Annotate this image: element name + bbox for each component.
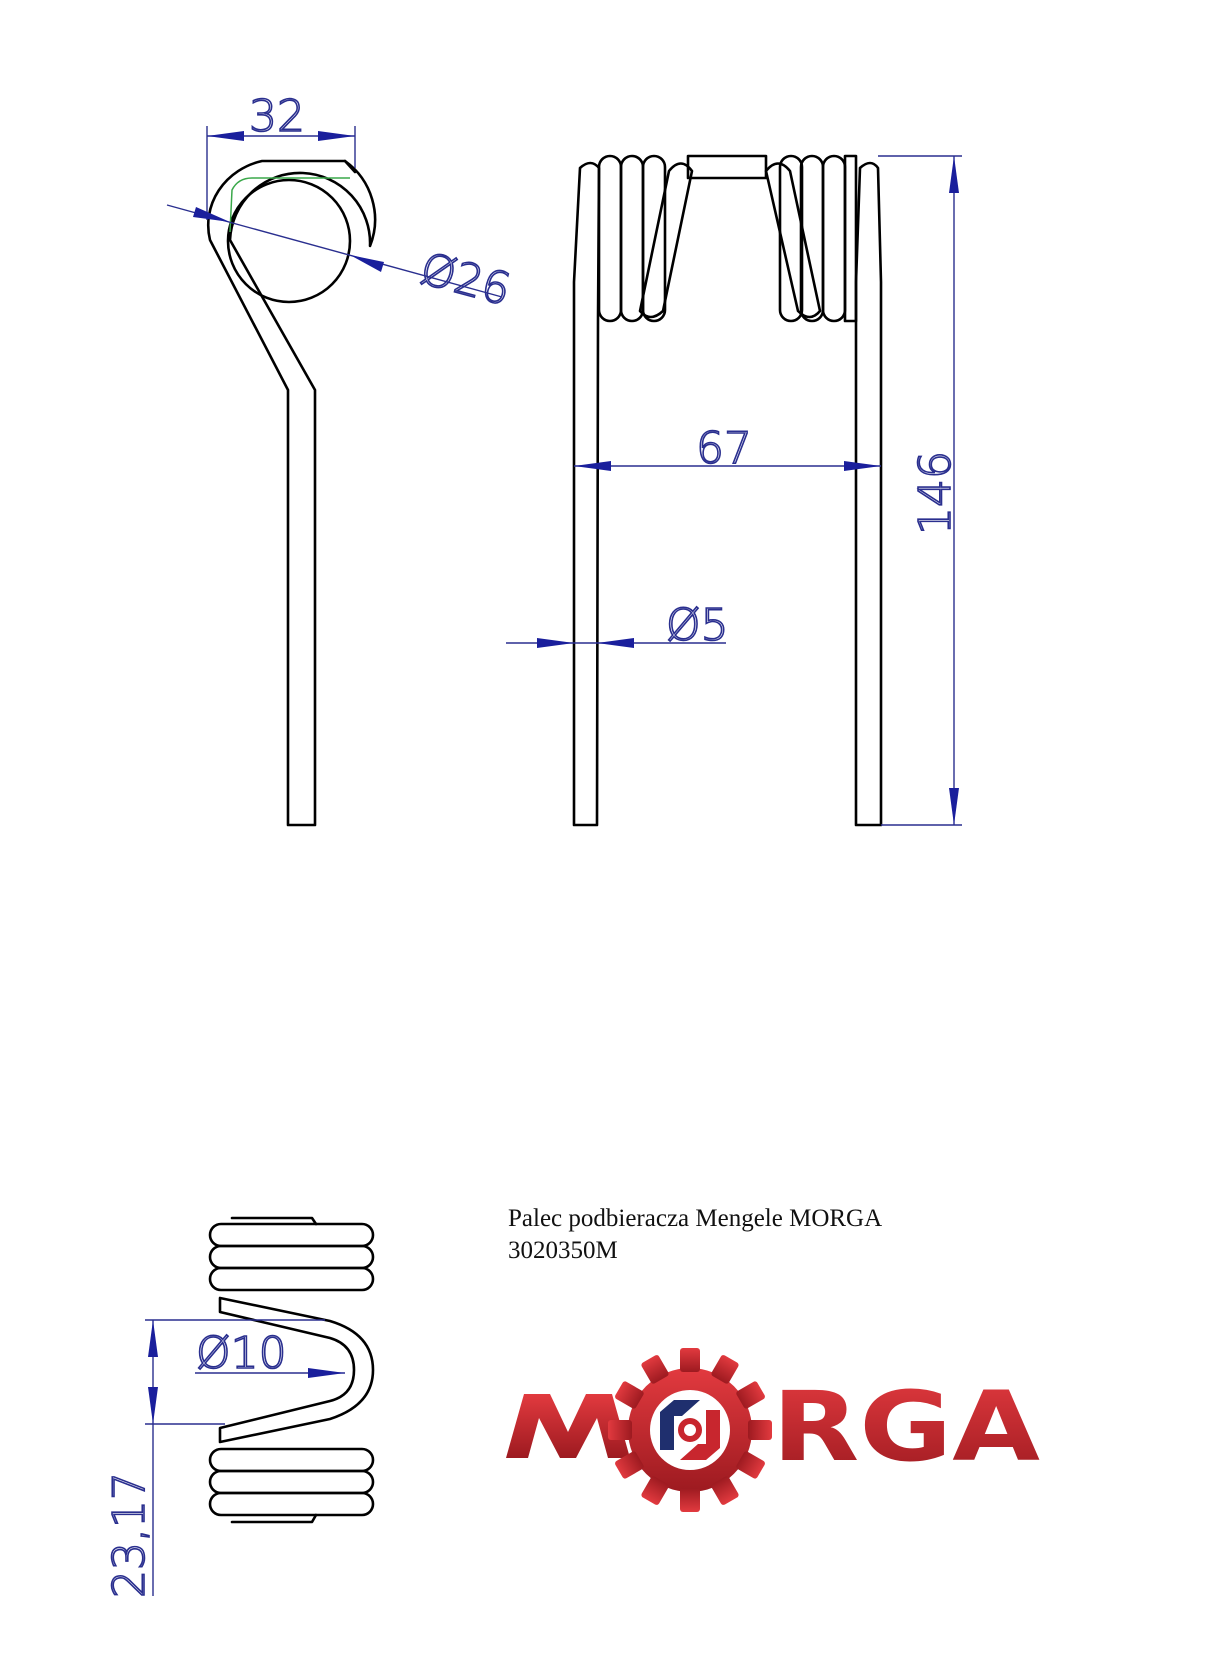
dim-146-arrow-top [949, 156, 959, 193]
dim-26-arrow-right [350, 255, 384, 272]
caption-code: 3020350M [508, 1237, 618, 1264]
dim-2317-arrow-top [148, 1320, 158, 1357]
dim-26-label: Ø26 [415, 243, 516, 317]
logo-letters-rga: RGA [772, 1371, 1040, 1483]
front-left-coil [599, 156, 692, 321]
dim-10-arrow [308, 1368, 345, 1378]
front-bridge [688, 156, 766, 178]
dim-32-arrow-left [207, 131, 244, 141]
caption-title: Palec podbieracza Mengele MORGA [508, 1205, 883, 1232]
side-view-green-mark [230, 178, 350, 232]
dim-5-label: Ø5 [666, 600, 729, 651]
dim-2317-arrow-bottom [148, 1387, 158, 1424]
side-view-coil-outer [208, 161, 375, 825]
dim-5-arrow-right [597, 638, 634, 648]
logo-gear-icon [608, 1348, 772, 1512]
coil-view-turn-4 [210, 1449, 373, 1471]
dim-146-label: 146 [910, 451, 961, 535]
dim-2317-label: 23,17 [104, 1472, 155, 1598]
dim-26-arrow-left [193, 207, 230, 222]
dim-32-arrow-right [318, 131, 355, 141]
dim-10-label: Ø10 [196, 1328, 287, 1379]
coil-view-turn-3 [210, 1268, 373, 1290]
coil-view-turn-5 [210, 1471, 373, 1493]
coil-view-turn-2 [210, 1246, 373, 1268]
front-right-coil [766, 156, 856, 321]
dim-32-label: 32 [249, 91, 305, 142]
coil-view [104, 1218, 373, 1598]
dim-67-arrow-left [574, 461, 611, 471]
coil-view-turn-1 [210, 1224, 373, 1246]
product-caption [508, 1203, 882, 1267]
front-view [506, 156, 962, 825]
front-left-leg [574, 163, 599, 825]
dim-5-arrow-left [537, 638, 574, 648]
side-view [167, 91, 516, 825]
dim-67-label: 67 [696, 423, 752, 474]
coil-view-turn-6 [210, 1493, 373, 1515]
side-view-coil-inner [228, 180, 350, 302]
front-right-leg [856, 163, 881, 825]
dim-146-arrow-bottom [949, 788, 959, 825]
morga-logo [506, 1348, 1040, 1512]
dim-67-arrow-right [844, 461, 881, 471]
